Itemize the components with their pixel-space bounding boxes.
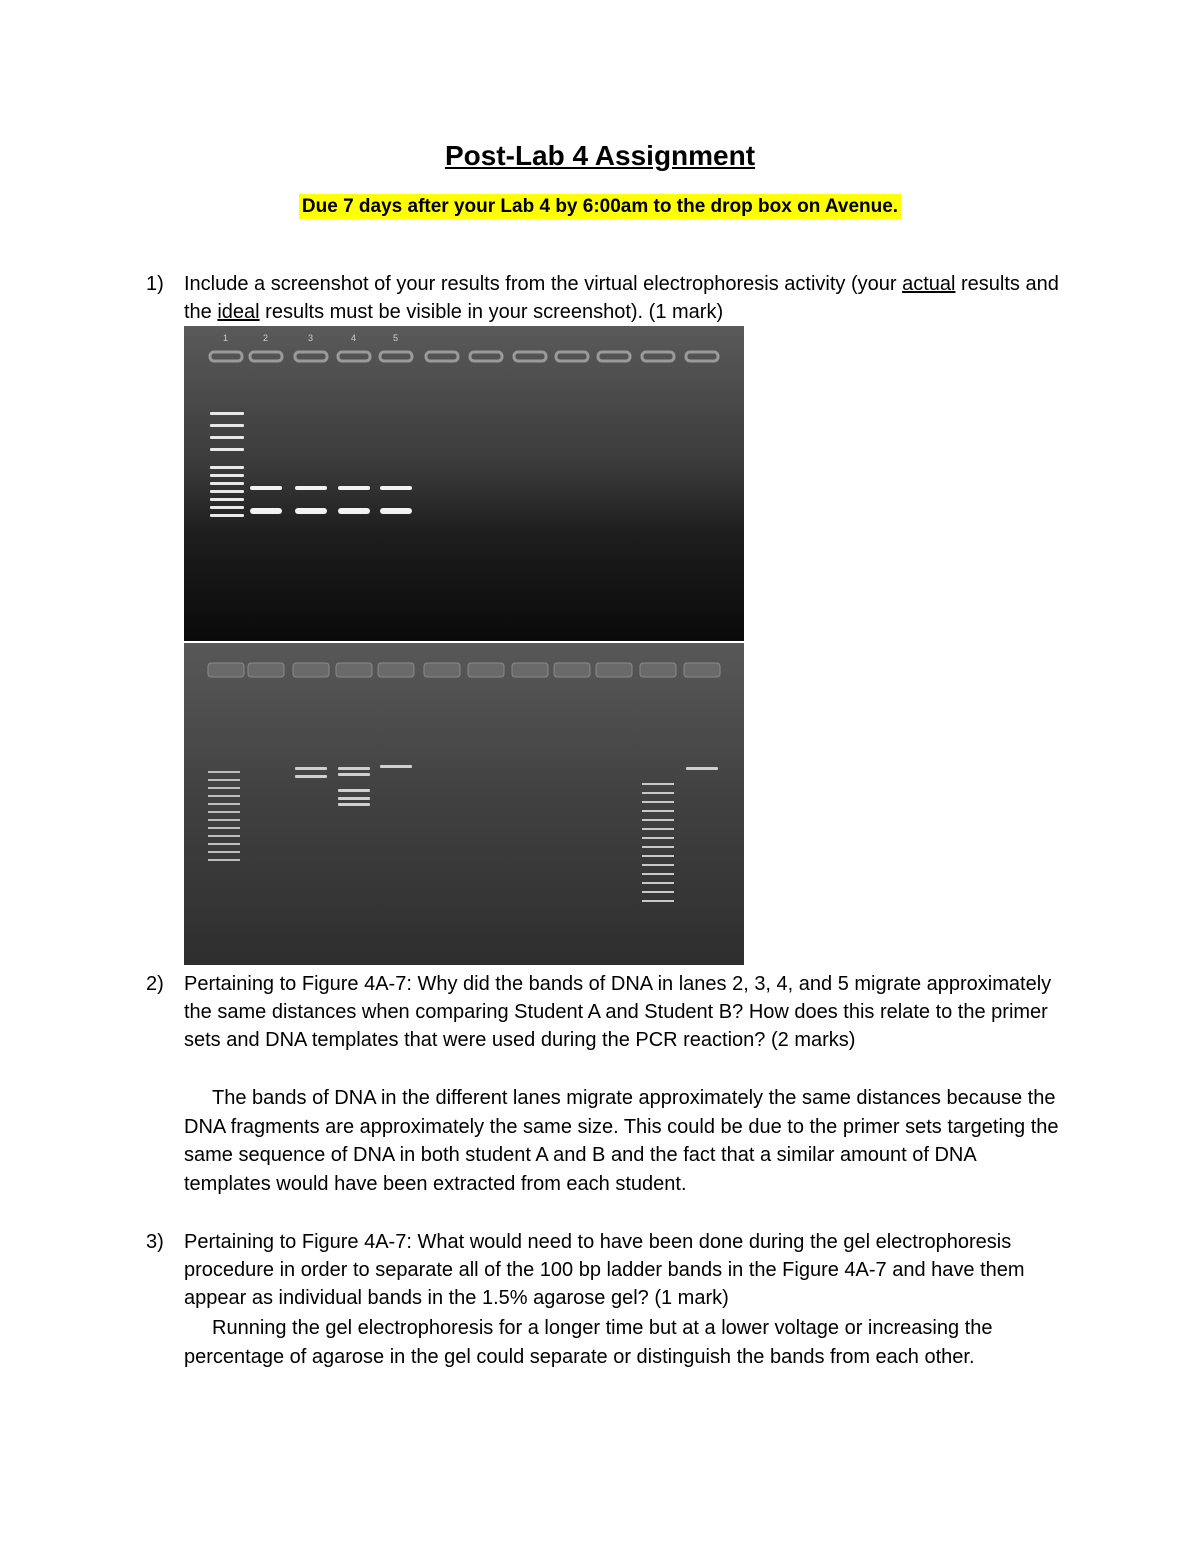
ladder-band <box>208 819 240 821</box>
question-2 <box>146 970 1066 1054</box>
gel-lane-label: 3 <box>308 333 314 343</box>
ladder-band <box>642 792 674 794</box>
dna-band <box>295 775 327 778</box>
dna-band <box>380 765 412 768</box>
ladder-band <box>642 900 674 902</box>
gel-well <box>424 663 460 677</box>
ladder-band <box>642 783 674 785</box>
ideal-underlined: ideal <box>217 301 260 323</box>
ladder-band <box>210 514 244 517</box>
question-1-number: 1) <box>146 273 164 295</box>
dna-band <box>338 767 370 770</box>
ladder-band <box>208 779 240 781</box>
gel-well <box>248 663 284 677</box>
question-3-number: 3) <box>146 1231 164 1253</box>
gel-well <box>554 663 590 677</box>
due-notice: Due 7 days after your Lab 4 by 6:00am to the drop box on Avenue. <box>0 196 1200 218</box>
dna-band <box>686 767 718 770</box>
ladder-band <box>208 843 240 845</box>
ladder-band <box>642 864 674 866</box>
ladder-band <box>210 490 244 493</box>
ladder-band <box>210 412 244 415</box>
ladder-band <box>208 827 240 829</box>
ladder-band <box>208 771 240 773</box>
dna-band-upper <box>250 486 282 490</box>
ladder-band <box>642 873 674 875</box>
answer-2: The bands of DNA in the different lanes migrate approximately the same distances because the DNA fragments are approximately the same size. This could be due to the primer sets targeting the same sequence of DNA in both student A and B and the fact that a similar amount of DNA templates would have been extracted from each student. <box>184 1087 1059 1195</box>
ladder-band <box>208 795 240 797</box>
ladder-band <box>208 835 240 837</box>
dna-band-upper <box>295 486 327 490</box>
dna-band <box>338 797 370 800</box>
gel-well <box>684 663 720 677</box>
ladder-band <box>208 859 240 861</box>
question-3 <box>146 1228 1066 1312</box>
gel-image-ideal <box>184 643 744 965</box>
ladder-band <box>208 811 240 813</box>
dna-band <box>338 789 370 792</box>
dna-band-lower <box>380 508 412 514</box>
dna-band-upper <box>338 486 370 490</box>
dna-band <box>338 773 370 776</box>
ladder-band <box>210 506 244 509</box>
gel-lane-label: 1 <box>223 333 229 343</box>
ladder-band <box>642 891 674 893</box>
ladder-band <box>642 882 674 884</box>
dna-band-lower <box>250 508 282 514</box>
dna-band <box>295 767 327 770</box>
dna-band-lower <box>338 508 370 514</box>
ladder-band <box>642 810 674 812</box>
ladder-band <box>210 448 244 451</box>
gel-well <box>640 663 676 677</box>
ladder-band <box>210 466 244 469</box>
question-1 <box>146 270 1066 326</box>
ladder-band <box>208 803 240 805</box>
ladder-band <box>642 846 674 848</box>
gel-image-actual <box>184 326 744 641</box>
dna-band-upper <box>380 486 412 490</box>
ladder-band <box>642 819 674 821</box>
ladder-band <box>210 498 244 501</box>
question-2-number: 2) <box>146 973 164 995</box>
answer-3: Running the gel electrophoresis for a longer time but at a lower voltage or increasing the percentage of agarose in the gel could separate or distinguish the bands from each other. <box>184 1317 993 1368</box>
ladder-band <box>210 482 244 485</box>
ladder-band <box>210 424 244 427</box>
gel-well <box>596 663 632 677</box>
ladder-band <box>642 828 674 830</box>
gel-lane-label: 4 <box>351 333 357 343</box>
ladder-band <box>210 436 244 439</box>
question-2-text: Pertaining to Figure 4A-7: Why did the bands of DNA in lanes 2, 3, 4, and 5 migrate approximately the same distances when comparing Student A and Student B? How does this relate to the primer sets and DNA templates that were used during the PCR reaction? (2 marks) <box>184 973 1052 1051</box>
gel-lane-label: 5 <box>393 333 399 343</box>
gel-well <box>336 663 372 677</box>
actual-underlined: actual <box>902 273 956 295</box>
gel-well <box>293 663 329 677</box>
ladder-band <box>642 801 674 803</box>
page-title: Post-Lab 4 Assignment <box>444 140 756 171</box>
ladder-band <box>642 837 674 839</box>
question-3-text: Pertaining to Figure 4A-7: What would need to have been done during the gel electrophoresis procedure in order to separate all of the 100 bp ladder bands in the Figure 4A-7 and have them appear as individual bands in the 1.5% agarose gel? (1 mark) <box>184 1231 1025 1309</box>
dna-band-lower <box>295 508 327 514</box>
dna-band <box>338 803 370 806</box>
gel-well <box>512 663 548 677</box>
ladder-band <box>642 855 674 857</box>
ladder-band <box>208 787 240 789</box>
question-1-text: Include a screenshot of your results from the virtual electrophoresis activity (your actual results and the ideal results must be visible in your screenshot). (1 mark) <box>184 273 1059 323</box>
ladder-band <box>208 851 240 853</box>
gel-lane-label: 2 <box>263 333 269 343</box>
gel-well <box>468 663 504 677</box>
ladder-band <box>210 474 244 477</box>
gel-well <box>378 663 414 677</box>
gel-well <box>208 663 244 677</box>
